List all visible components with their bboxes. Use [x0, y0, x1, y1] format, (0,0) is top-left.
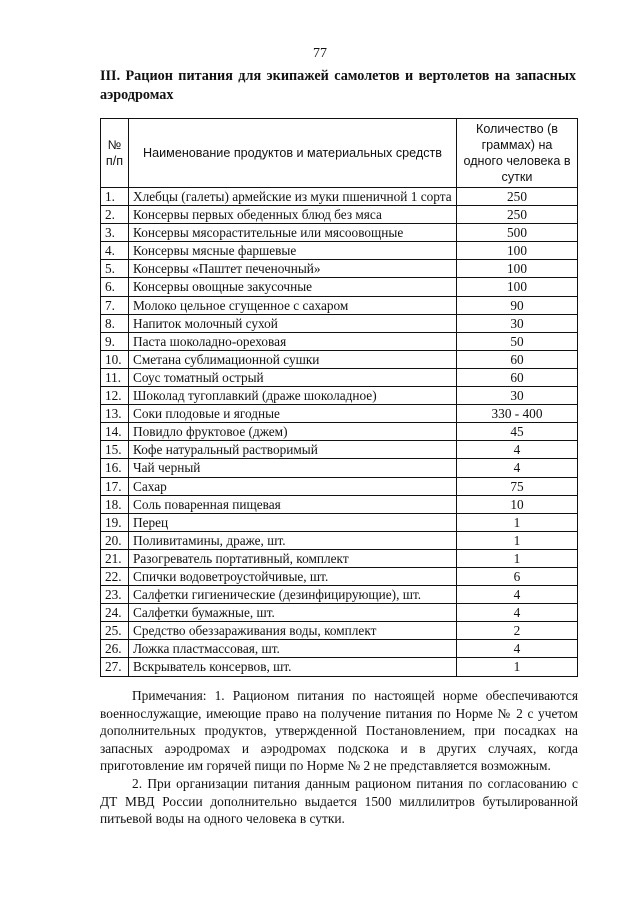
row-qty: 30 [457, 387, 578, 405]
row-num: 4. [101, 242, 129, 260]
row-qty: 1 [457, 549, 578, 567]
section-heading: III. Рацион питания для экипажей самолетов и вертолетов на запасных аэродромах [100, 68, 576, 103]
header-name: Наименование продуктов и материальных средств [129, 119, 457, 188]
table-row [101, 296, 578, 314]
row-name: Спички водоветроустойчивые, шт. [129, 567, 457, 585]
row-num: 12. [101, 387, 129, 405]
row-name: Шоколад тугоплавкий (драже шоколадное) [129, 387, 457, 405]
row-qty: 90 [457, 296, 578, 314]
row-qty: 4 [457, 604, 578, 622]
row-qty: 75 [457, 477, 578, 495]
row-qty: 2 [457, 622, 578, 640]
row-name: Напиток молочный сухой [129, 314, 457, 332]
table-row [101, 423, 578, 441]
row-num: 11. [101, 368, 129, 386]
row-num: 18. [101, 495, 129, 513]
row-qty: 4 [457, 586, 578, 604]
row-num: 26. [101, 640, 129, 658]
table-row [101, 586, 578, 604]
row-num: 15. [101, 441, 129, 459]
table-header-row [101, 119, 578, 188]
row-qty: 100 [457, 278, 578, 296]
table-row [101, 387, 578, 405]
table-row [101, 604, 578, 622]
row-num: 8. [101, 314, 129, 332]
table-row [101, 350, 578, 368]
row-name: Паста шоколадно-ореховая [129, 332, 457, 350]
row-qty: 60 [457, 368, 578, 386]
table-body [101, 188, 578, 677]
row-qty: 250 [457, 206, 578, 224]
row-qty: 250 [457, 188, 578, 206]
table-row [101, 206, 578, 224]
row-num: 17. [101, 477, 129, 495]
row-num: 25. [101, 622, 129, 640]
row-name: Консервы «Паштет печеночный» [129, 260, 457, 278]
row-name: Соль поваренная пищевая [129, 495, 457, 513]
row-qty: 1 [457, 658, 578, 676]
row-num: 13. [101, 405, 129, 423]
ration-table [100, 118, 578, 677]
row-name: Консервы первых обеденных блюд без мяса [129, 206, 457, 224]
row-qty: 4 [457, 459, 578, 477]
row-qty: 6 [457, 567, 578, 585]
table-row [101, 242, 578, 260]
row-name: Салфетки бумажные, шт. [129, 604, 457, 622]
row-name: Вскрыватель консервов, шт. [129, 658, 457, 676]
table-row [101, 441, 578, 459]
note-2: 2. При организации питания данным рационом питания по согласованию с ДТ МВД России дополнительно выдается 1500 миллилитров бутылированной питьевой воды на одного человека в сутки. [100, 775, 578, 827]
table-row [101, 495, 578, 513]
table-row [101, 332, 578, 350]
table-row [101, 658, 578, 676]
row-qty: 500 [457, 224, 578, 242]
row-name: Чай черный [129, 459, 457, 477]
row-name: Сахар [129, 477, 457, 495]
row-num: 21. [101, 549, 129, 567]
row-qty: 1 [457, 513, 578, 531]
table-row [101, 513, 578, 531]
row-num: 10. [101, 350, 129, 368]
note-1: Примечания: 1. Рационом питания по настоящей норме обеспечиваются военнослужащие, имеющие право на получение питания по Норме № 2 с учетом дополнительных продуктов, утвержденной Постановлением, при посадках на запасных аэродромах и аэродромах подскока и в других случаях, когда приготовление им горячей пищи по Норме № 2 не представляется возможным. [100, 688, 578, 774]
row-name: Консервы мясорастительные или мясоовощные [129, 224, 457, 242]
row-num: 6. [101, 278, 129, 296]
row-name: Разогреватель портативный, комплект [129, 549, 457, 567]
table-row [101, 314, 578, 332]
table-row [101, 368, 578, 386]
row-name: Ложка пластмассовая, шт. [129, 640, 457, 658]
table-row [101, 567, 578, 585]
row-num: 27. [101, 658, 129, 676]
table-row [101, 405, 578, 423]
table-row [101, 477, 578, 495]
row-num: 9. [101, 332, 129, 350]
row-num: 19. [101, 513, 129, 531]
row-qty: 4 [457, 441, 578, 459]
page-number: 77 [313, 46, 327, 61]
row-qty: 330 - 400 [457, 405, 578, 423]
row-num: 2. [101, 206, 129, 224]
row-qty: 1 [457, 531, 578, 549]
row-num: 5. [101, 260, 129, 278]
row-qty: 100 [457, 242, 578, 260]
row-name: Перец [129, 513, 457, 531]
table-row [101, 224, 578, 242]
row-num: 20. [101, 531, 129, 549]
table-row [101, 459, 578, 477]
row-name: Молоко цельное сгущенное с сахаром [129, 296, 457, 314]
row-qty: 45 [457, 423, 578, 441]
header-qty: Количество (в граммах) на одного человека в сутки [457, 119, 578, 188]
row-qty: 50 [457, 332, 578, 350]
row-name: Консервы мясные фаршевые [129, 242, 457, 260]
row-name: Сметана сублимационной сушки [129, 350, 457, 368]
row-qty: 4 [457, 640, 578, 658]
row-num: 23. [101, 586, 129, 604]
table-row [101, 640, 578, 658]
notes [100, 687, 578, 828]
header-num: № п/п [101, 119, 129, 188]
row-num: 7. [101, 296, 129, 314]
row-num: 22. [101, 567, 129, 585]
row-num: 3. [101, 224, 129, 242]
row-name: Поливитамины, драже, шт. [129, 531, 457, 549]
table-row [101, 622, 578, 640]
row-name: Соки плодовые и ягодные [129, 405, 457, 423]
row-name: Салфетки гигиенические (дезинфицирующие), шт. [129, 586, 457, 604]
table-row [101, 278, 578, 296]
row-num: 1. [101, 188, 129, 206]
table-row [101, 531, 578, 549]
row-name: Кофе натуральный растворимый [129, 441, 457, 459]
row-num: 24. [101, 604, 129, 622]
row-name: Хлебцы (галеты) армейские из муки пшеничной 1 сорта [129, 188, 457, 206]
row-qty: 60 [457, 350, 578, 368]
row-name: Консервы овощные закусочные [129, 278, 457, 296]
row-name: Соус томатный острый [129, 368, 457, 386]
table-row [101, 260, 578, 278]
row-qty: 30 [457, 314, 578, 332]
table-row [101, 549, 578, 567]
row-name: Средство обеззараживания воды, комплект [129, 622, 457, 640]
row-name: Повидло фруктовое (джем) [129, 423, 457, 441]
row-num: 16. [101, 459, 129, 477]
table-row [101, 188, 578, 206]
row-num: 14. [101, 423, 129, 441]
row-qty: 10 [457, 495, 578, 513]
row-qty: 100 [457, 260, 578, 278]
